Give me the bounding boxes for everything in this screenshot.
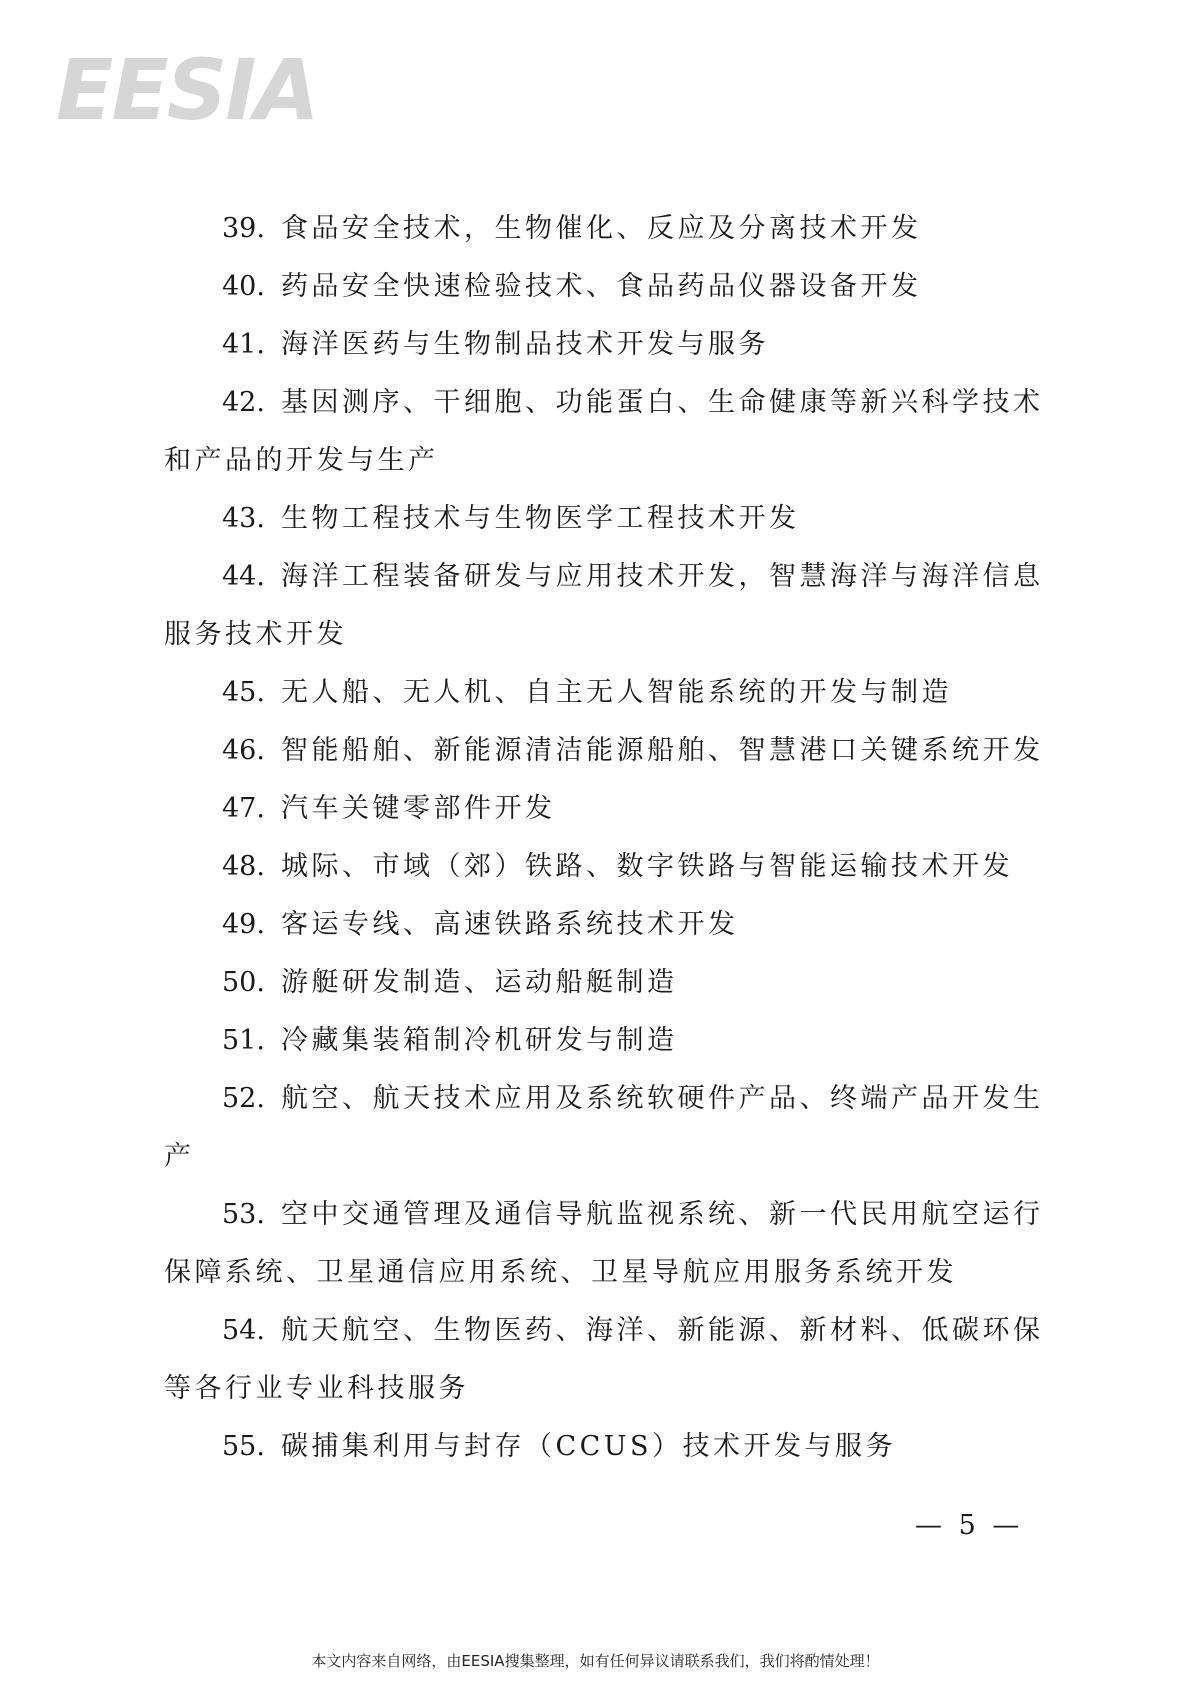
item-text: 碳捕集利用与封存（CCUS）技术开发与服务 <box>280 1431 897 1462</box>
list-item <box>164 1012 1044 1070</box>
item-text: 航天航空、生物医药、海洋、新能源、新材料、低碳环保等各行业专业科技服务 <box>164 1315 1044 1404</box>
list-item <box>164 374 1044 490</box>
item-number: 47. <box>222 793 265 824</box>
item-text: 空中交通管理及通信导航监视系统、新一代民用航空运行保障系统、卫星通信应用系统、卫星导航应用服务系统开发 <box>164 1199 1044 1288</box>
list-item <box>164 1418 1044 1476</box>
list-item <box>164 316 1044 374</box>
item-text: 海洋医药与生物制品技术开发与服务 <box>280 329 769 360</box>
item-text: 智能船舶、新能源清洁能源船舶、智慧港口关键系统开发 <box>280 735 1044 766</box>
list-item <box>164 548 1044 664</box>
item-number: 52. <box>222 1083 265 1114</box>
item-number: 48. <box>222 851 265 882</box>
item-text: 航空、航天技术应用及系统软硬件产品、终端产品开发生产 <box>164 1083 1044 1172</box>
item-number: 46. <box>222 735 265 766</box>
item-text: 药品安全快速检验技术、食品药品仪器设备开发 <box>280 271 922 302</box>
item-number: 40. <box>222 271 265 302</box>
list-item <box>164 200 1044 258</box>
item-number: 50. <box>222 967 265 998</box>
item-text: 生物工程技术与生物医学工程技术开发 <box>280 503 800 534</box>
item-text: 基因测序、干细胞、功能蛋白、生命健康等新兴科学技术和产品的开发与生产 <box>164 387 1044 476</box>
list-item <box>164 664 1044 722</box>
list-item <box>164 954 1044 1012</box>
list-item <box>164 490 1044 548</box>
item-number: 51. <box>222 1025 265 1056</box>
item-text: 食品安全技术，生物催化、反应及分离技术开发 <box>280 213 922 244</box>
list-item <box>164 896 1044 954</box>
item-text: 海洋工程装备研发与应用技术开发，智慧海洋与海洋信息服务技术开发 <box>164 561 1044 650</box>
item-number: 43. <box>222 503 265 534</box>
document-body <box>164 200 1044 1476</box>
list-item <box>164 1302 1044 1418</box>
item-number: 49. <box>222 909 265 940</box>
list-item <box>164 722 1044 780</box>
list-item <box>164 1186 1044 1302</box>
item-number: 55. <box>222 1431 265 1462</box>
item-number: 42. <box>222 387 265 418</box>
list-item <box>164 1070 1044 1186</box>
list-item <box>164 780 1044 838</box>
list-item <box>164 258 1044 316</box>
item-number: 39. <box>222 213 265 244</box>
item-text: 无人船、无人机、自主无人智能系统的开发与制造 <box>280 677 952 708</box>
item-number: 41. <box>222 329 265 360</box>
item-text: 冷藏集装箱制冷机研发与制造 <box>280 1025 678 1056</box>
item-number: 54. <box>222 1315 265 1346</box>
item-number: 45. <box>222 677 265 708</box>
item-text: 游艇研发制造、运动船艇制造 <box>280 967 678 998</box>
item-number: 53. <box>222 1199 265 1230</box>
item-text: 客运专线、高速铁路系统技术开发 <box>280 909 739 940</box>
page-number: — 5 — <box>915 1510 1024 1541</box>
item-text: 城际、市域（郊）铁路、数字铁路与智能运输技术开发 <box>280 851 1013 882</box>
eesia-logo: EESIA <box>56 41 318 139</box>
item-text: 汽车关键零部件开发 <box>280 793 556 824</box>
list-item <box>164 838 1044 896</box>
item-number: 44. <box>222 561 265 592</box>
footer-disclaimer: 本文内容来自网络，由EESIA搜集整理，如有任何异议请联系我们，我们将酌情处理！ <box>311 1652 880 1670</box>
